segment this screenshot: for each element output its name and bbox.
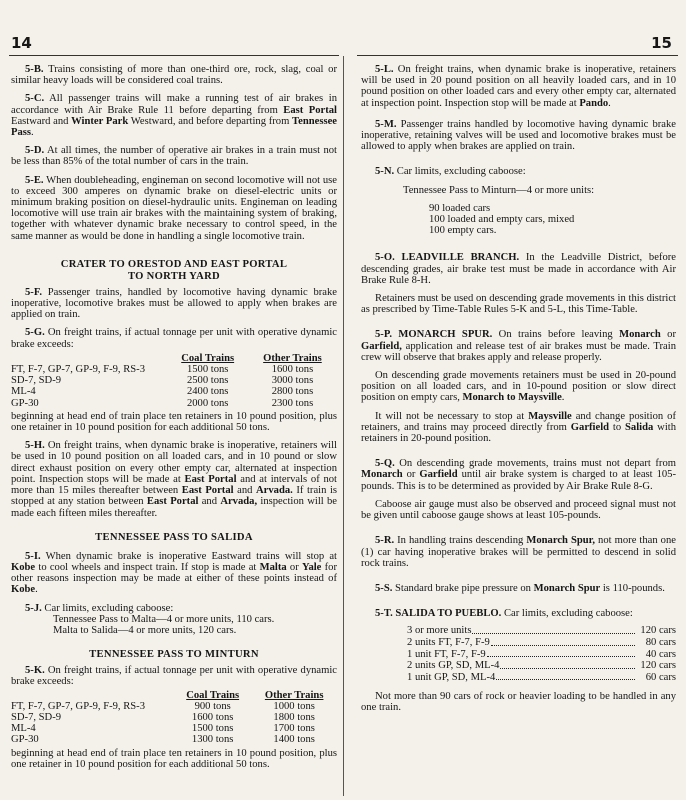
section-heading-salida: TENNESSEE PASS TO SALIDA xyxy=(95,531,253,543)
col-coal-trains: Coal Trains xyxy=(181,352,235,364)
rule-5p-para-2: On descending grade movements retainers must be used in 20-pound position on all loaded cars, and in 10-pound position or slow direct position on empty cars, Monarch to Maysville. xyxy=(361,370,676,404)
tonnage-table-crater xyxy=(11,353,337,409)
col-other-trains: Other Trains xyxy=(263,352,322,364)
right-column xyxy=(343,64,686,714)
list-item: 1 unit GP, SD, ML-4 60 cars xyxy=(407,671,676,683)
section-heading-crater: CRATER TO ORESTOD AND EAST PORTAL TO NORTH YARD xyxy=(60,258,288,282)
rule-5t-car-limits xyxy=(361,625,676,683)
rule-5h: 5-H. On freight trains, when dynamic brake is inoperative, retainers will be used in 10 pound position on all loaded cars, and in 10 pound or slow direct exhaust position on every other empty car, alternated at inspection point. Inspection stops will be made at East Portal and at intervals of not more than 15 miles thereafter between East Portal and Arvada. If train is stopped at any station between East Portal and Arvada, inspection will be made each fifteen miles thereafter. xyxy=(11,440,338,519)
section-heading-minturn: TENNESSEE PASS TO MINTURN xyxy=(89,649,259,661)
table-row: SD-7, SD-9 2500 tons 3000 tons xyxy=(11,375,314,387)
header-rule-right xyxy=(357,55,678,56)
rule-5q: 5-Q. On descending grade movements, trains must not depart from Monarch or Garfield until air brake system is charged to at least 105-pounds. This is to be determined as provided by Air Brake Rule 8-G. xyxy=(361,458,677,492)
rule-5j-limit-2: Malta to Salida—4 or more units, 120 cars. xyxy=(53,624,237,636)
rule-5n: 5-N. Car limits, excluding caboose: xyxy=(375,166,526,178)
rule-5k-continuation: beginning at head end of train place ten retainers in 10 pound position, plus one retainer in 10 pound position for each additional 50 tons. xyxy=(11,747,337,770)
rule-5q-para-2: Caboose air gauge must also be observed and proceed signal must not be given until caboose gauge shows at least 105-pounds. xyxy=(361,498,676,522)
rule-5e: 5-E. When doubleheading, engineman on second locomotive will not use to exceed 300 amperes on dynamic brake on diesel-electric units or minimum braking position on diesel-hydraulic units. Engineman on leading locomotive will use train air brakes with the maintaining system of braking, together with whatever dynamic brake necessary to control speed, in the same manner as would be done in handling a single locomotive train. xyxy=(11,174,337,242)
list-item: 100 loaded and empty cars, mixed xyxy=(429,214,575,226)
list-item: 1 unit FT, F-7, F-9 40 cars xyxy=(407,648,676,660)
rule-5c: 5-C. All passenger trains will make a running test of air brakes in accordance with Air Brake Rule 11 before departing from East Portal Eastward and Winter Park Westward, and before departing from Tennessee Pass. xyxy=(11,93,337,139)
table-row: ML-4 1500 tons 1700 tons xyxy=(11,723,315,735)
rule-5i: 5-I. When dynamic brake is inoperative Eastward trains will stop at Kobe to cool wheels and inspect train. If stop is made at Malta or Yale for other reasons inspection may be made at either of these points instead of Kobe. xyxy=(11,550,337,596)
rule-5p: 5-P. MONARCH SPUR. On trains before leaving Monarch or Garfield, application and release test of air brakes must be made. Train crew will observe that brakes apply and release properly. xyxy=(361,329,676,363)
table-row: ML-4 2400 tons 2800 tons xyxy=(11,386,314,398)
rule-5n-subhead: Tennessee Pass to Minturn—4 or more units: xyxy=(403,184,595,196)
right-page xyxy=(343,0,686,800)
rule-5m: 5-M. Passenger trains handled by locomotive having dynamic brake inoperative, retaining valves will be used and locomotive brakes must be allowed to apply when brakes are applied on train. xyxy=(361,118,676,153)
rule-5p-para-3: It will not be necessary to stop at Maysville and change position of retainers, and trains may proceed directly from Garfield to Salida with retainers in 20-pound position. xyxy=(361,410,677,445)
rule-5d: 5-D. At all times, the number of operative air brakes in a train must not be less than 85% of the total number of cars in the train. xyxy=(11,145,337,168)
rule-5s: 5-S. Standard brake pipe pressure on Monarch Spur is 110-pounds. xyxy=(375,582,665,594)
list-item: 2 units GP, SD, ML-4 120 cars xyxy=(407,660,676,672)
rule-5n-limits xyxy=(361,203,676,237)
rule-5f: 5-F. Passenger trains, handled by locomotive having dynamic brake inoperative, locomotive brakes must be allowed to apply when brakes are applied on train. xyxy=(11,286,337,321)
tonnage-table-minturn xyxy=(11,690,337,746)
header-rule-left xyxy=(9,55,339,56)
col-other-trains: Other Trains xyxy=(264,689,324,701)
list-item: 90 loaded cars xyxy=(429,202,491,214)
table-row: GP-30 1300 tons 1400 tons xyxy=(11,734,315,746)
list-item: 100 empty cars. xyxy=(429,225,497,237)
rule-5o-para-2: Retainers must be used on descending grade movements in this district as prescribed by Time-Table Rules 5-K and 5-L, this Time-Table. xyxy=(361,293,676,316)
page-number-right: 15 xyxy=(651,34,672,52)
table-row: FT, F-7, GP-7, GP-9, F-9, RS-3 900 tons 1000 tons xyxy=(11,700,315,712)
list-item: 2 units FT, F-7, F-9 80 cars xyxy=(407,636,676,648)
rule-5b: 5-B. Trains consisting of more than one-third ore, rock, slag, coal or similar heavy loads will be considered coal trains. xyxy=(11,64,337,87)
table-row: FT, F-7, GP-7, GP-9, F-9, RS-3 1500 tons 1600 tons xyxy=(11,364,314,376)
left-column xyxy=(0,64,343,770)
rule-5k: 5-K. On freight trains, if actual tonnage per unit with operative dynamic brake exceeds: xyxy=(11,665,337,688)
rule-5r: 5-R. In handling trains descending Monarch Spur, not more than one (1) car having inoperative brakes will be permitted to descend in solid rock trains. xyxy=(361,535,676,569)
rule-5g-continuation: beginning at head end of train place ten retainers in 10 pound position, plus one retainer in 10 pound position for each additional 50 tons. xyxy=(11,410,337,434)
page-number-left: 14 xyxy=(11,34,32,52)
col-coal-trains: Coal Trains xyxy=(186,689,240,701)
rule-5g: 5-G. On freight trains, if actual tonnage per unit with operative dynamic brake exceeds: xyxy=(11,327,337,350)
rule-5t: 5-T. SALIDA TO PUEBLO. Car limits, excluding caboose: xyxy=(375,608,633,620)
rule-5j: 5-J. Car limits, excluding caboose: xyxy=(25,602,174,614)
list-item: 3 or more units 120 cars xyxy=(407,625,676,637)
rule-5t-continuation: Not more than 90 cars of rock or heavier loading to be handled in any one train. xyxy=(361,691,676,714)
table-row: GP-30 2000 tons 2300 tons xyxy=(11,397,314,409)
rule-5l: 5-L. On freight trains, when dynamic brake is inoperative, retainers will be used in 20 pound position on all heavily loaded cars, and in 10 pound position on other loaded cars and every other empty car, alternated at inspection point. Inspection stop will be made at Pando. xyxy=(361,64,676,109)
table-row: SD-7, SD-9 1600 tons 1800 tons xyxy=(11,711,315,723)
rule-5j-limit-1: Tennessee Pass to Malta—4 or more units, 110 cars. xyxy=(53,613,275,625)
rule-5o: 5-O. LEADVILLE BRANCH. In the Leadville District, before descending grades, air brake test must be made in accordance with Air Brake Rule 8-H. xyxy=(361,252,676,286)
